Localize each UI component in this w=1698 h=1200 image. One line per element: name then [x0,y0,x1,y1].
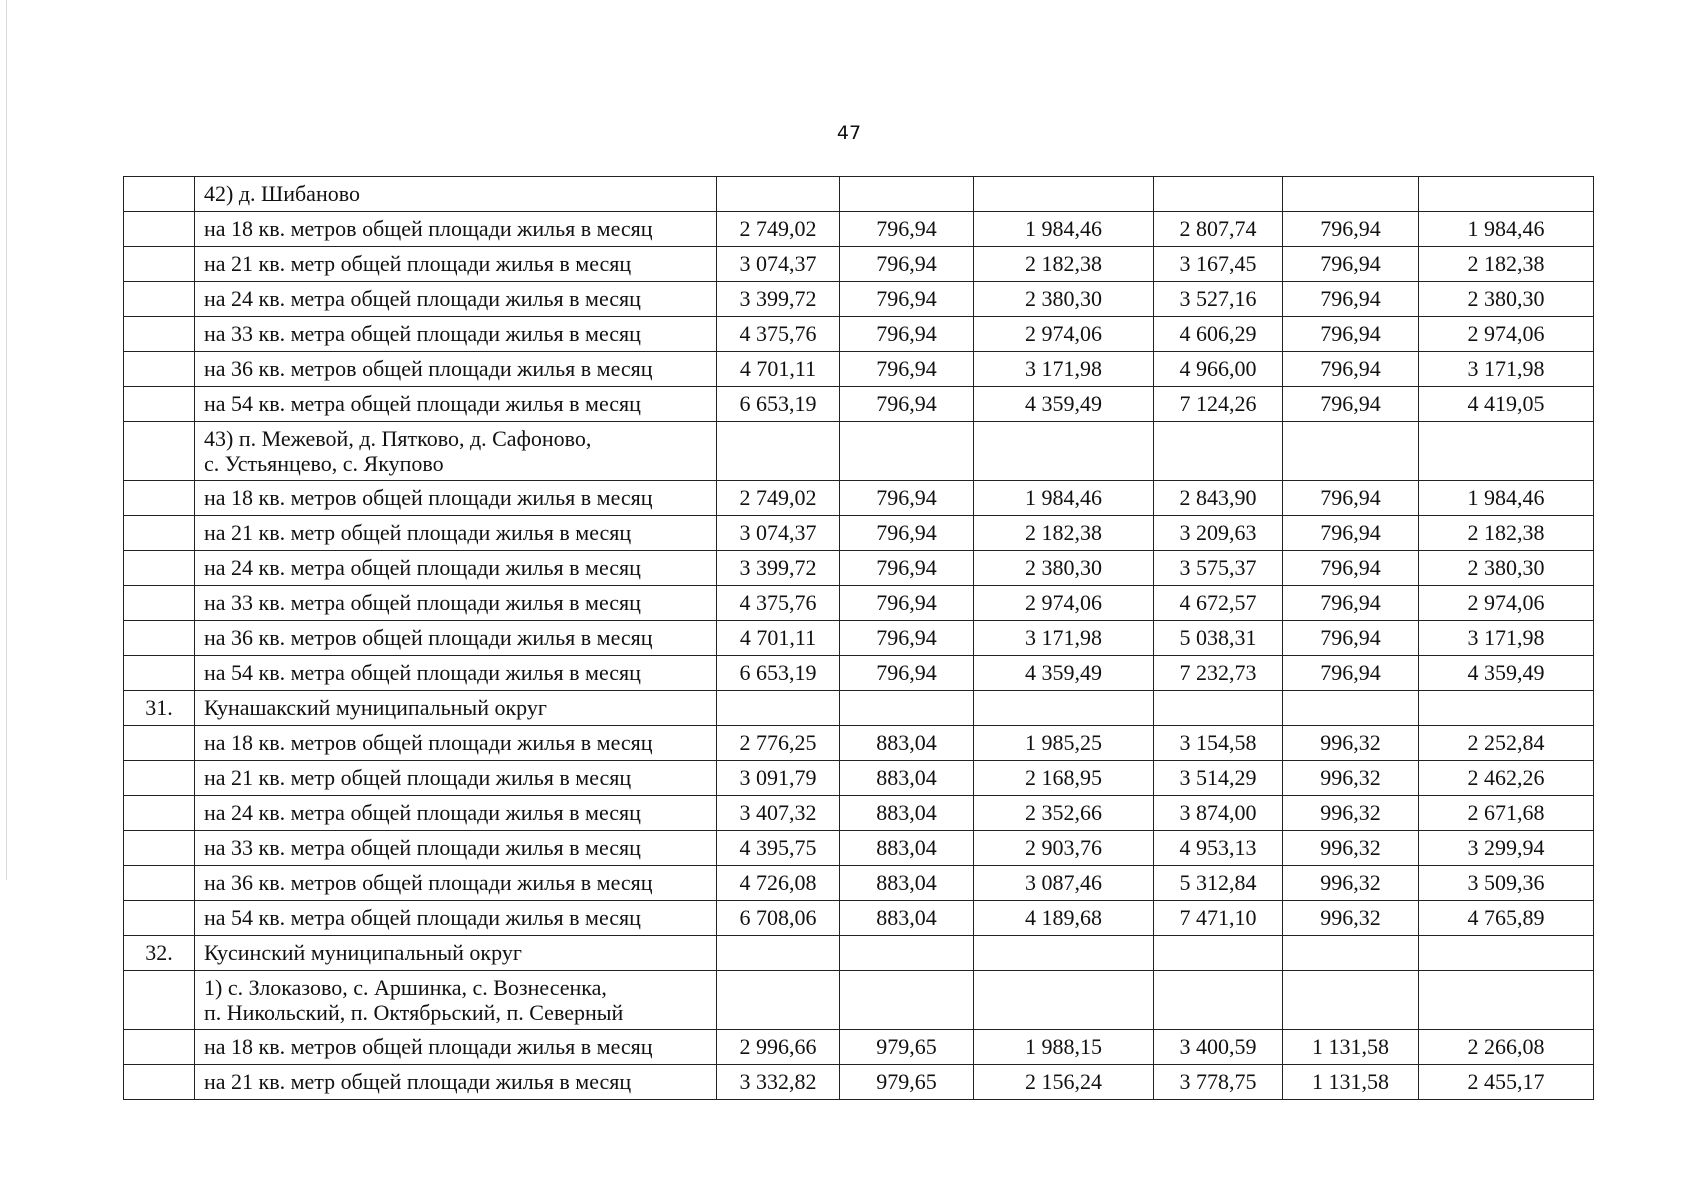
value-cell-col-4: 3 154,58 [1154,726,1283,761]
value-cell-col-4 [1154,936,1283,971]
row-number-cell: 32. [124,936,195,971]
value-cell-col-3: 3 171,98 [974,352,1154,387]
value-cell-col-2: 883,04 [840,866,974,901]
value-cell-col-5: 996,32 [1283,866,1419,901]
value-cell-col-4: 4 966,00 [1154,352,1283,387]
value-cell-col-3: 1 984,46 [974,212,1154,247]
value-cell-col-4: 7 232,73 [1154,656,1283,691]
row-number-cell [124,282,195,317]
value-cell-col-2: 796,94 [840,212,974,247]
value-cell-col-6 [1419,422,1594,481]
value-cell-col-4: 3 514,29 [1154,761,1283,796]
value-cell-col-3: 4 189,68 [974,901,1154,936]
row-number-cell [124,481,195,516]
value-cell-col-1: 2 749,02 [717,212,840,247]
value-cell-col-5: 796,94 [1283,516,1419,551]
value-cell-col-2 [840,936,974,971]
table-body [124,177,1594,1100]
value-cell-col-5: 796,94 [1283,551,1419,586]
value-cell-col-4: 4 953,13 [1154,831,1283,866]
value-cell-col-5 [1283,177,1419,212]
row-name-cell: на 21 кв. метр общей площади жилья в месяц [195,247,717,282]
value-cell-col-6 [1419,691,1594,726]
value-cell-col-1 [717,177,840,212]
value-cell-col-6: 2 462,26 [1419,761,1594,796]
value-cell-col-2: 796,94 [840,387,974,422]
value-cell-col-4: 3 778,75 [1154,1065,1283,1100]
value-cell-col-2: 796,94 [840,621,974,656]
table-row-subheading [124,177,1594,212]
value-cell-col-6: 3 509,36 [1419,866,1594,901]
value-cell-col-2 [840,971,974,1030]
row-number-cell [124,831,195,866]
value-cell-col-6: 2 182,38 [1419,247,1594,282]
value-cell-col-1: 6 708,06 [717,901,840,936]
table-row [124,726,1594,761]
row-number-cell [124,726,195,761]
value-cell-col-4: 2 807,74 [1154,212,1283,247]
value-cell-col-3: 2 182,38 [974,247,1154,282]
value-cell-col-2: 979,65 [840,1065,974,1100]
value-cell-col-2: 796,94 [840,247,974,282]
row-number-cell [124,551,195,586]
value-cell-col-6: 4 765,89 [1419,901,1594,936]
value-cell-col-1: 2 749,02 [717,481,840,516]
value-cell-col-1: 3 399,72 [717,551,840,586]
value-cell-col-4 [1154,971,1283,1030]
value-cell-col-5 [1283,422,1419,481]
page-number: 47 [836,122,862,144]
value-cell-col-3: 2 903,76 [974,831,1154,866]
value-cell-col-6: 3 171,98 [1419,621,1594,656]
table-row [124,761,1594,796]
value-cell-col-6: 2 380,30 [1419,551,1594,586]
value-cell-col-1: 2 996,66 [717,1030,840,1065]
value-cell-col-1: 3 074,37 [717,516,840,551]
table-row [124,317,1594,352]
value-cell-col-2: 796,94 [840,516,974,551]
value-cell-col-5: 796,94 [1283,586,1419,621]
value-cell-col-1: 6 653,19 [717,656,840,691]
row-name-cell: на 33 кв. метра общей площади жилья в месяц [195,586,717,621]
value-cell-col-3 [974,177,1154,212]
value-cell-col-6: 2 455,17 [1419,1065,1594,1100]
value-cell-col-6: 2 380,30 [1419,282,1594,317]
value-cell-col-2: 883,04 [840,831,974,866]
value-cell-col-2: 796,94 [840,551,974,586]
value-cell-col-4: 3 874,00 [1154,796,1283,831]
row-name-cell: Кусинский муниципальный округ [195,936,717,971]
table-row-subheading [124,971,1594,1030]
row-name-cell: 1) с. Злоказово, с. Аршинка, с. Вознесенка, п. Никольский, п. Октябрьский, п. Северный [195,971,717,1030]
value-cell-col-5: 1 131,58 [1283,1030,1419,1065]
row-name-cell: на 18 кв. метров общей площади жилья в месяц [195,726,717,761]
row-name-cell: на 21 кв. метр общей площади жилья в месяц [195,761,717,796]
row-number-cell [124,387,195,422]
value-cell-col-6: 1 984,46 [1419,481,1594,516]
value-cell-col-2 [840,691,974,726]
value-cell-col-2: 796,94 [840,586,974,621]
value-cell-col-3: 2 380,30 [974,282,1154,317]
table-row [124,866,1594,901]
value-cell-col-3: 2 380,30 [974,551,1154,586]
row-number-cell [124,317,195,352]
row-name-cell: 42) д. Шибаново [195,177,717,212]
value-cell-col-3: 1 985,25 [974,726,1154,761]
value-cell-col-3: 2 182,38 [974,516,1154,551]
value-cell-col-1: 4 395,75 [717,831,840,866]
value-cell-col-4: 4 606,29 [1154,317,1283,352]
row-name-cell: на 24 кв. метра общей площади жилья в месяц [195,796,717,831]
value-cell-col-3: 2 156,24 [974,1065,1154,1100]
value-cell-col-5: 996,32 [1283,761,1419,796]
value-cell-col-6: 2 252,84 [1419,726,1594,761]
value-cell-col-4 [1154,691,1283,726]
value-cell-col-3 [974,971,1154,1030]
row-name-cell: на 36 кв. метров общей площади жилья в месяц [195,866,717,901]
value-cell-col-5: 1 131,58 [1283,1065,1419,1100]
value-cell-col-4: 3 209,63 [1154,516,1283,551]
value-cell-col-4: 5 038,31 [1154,621,1283,656]
value-cell-col-1: 3 399,72 [717,282,840,317]
table-row-section [124,936,1594,971]
value-cell-col-3: 2 974,06 [974,586,1154,621]
value-cell-col-4: 7 124,26 [1154,387,1283,422]
row-name-cell: на 54 кв. метра общей площади жилья в месяц [195,387,717,422]
value-cell-col-1: 3 407,32 [717,796,840,831]
row-number-cell: 31. [124,691,195,726]
row-number-cell [124,901,195,936]
value-cell-col-6 [1419,971,1594,1030]
value-cell-col-4 [1154,422,1283,481]
value-cell-col-5: 796,94 [1283,621,1419,656]
value-cell-col-6: 2 266,08 [1419,1030,1594,1065]
row-name-cell: на 24 кв. метра общей площади жилья в месяц [195,551,717,586]
value-cell-col-2: 883,04 [840,796,974,831]
table-row-subheading [124,422,1594,481]
value-cell-col-5: 996,32 [1283,901,1419,936]
row-name-cell: на 54 кв. метра общей площади жилья в месяц [195,901,717,936]
value-cell-col-5: 796,94 [1283,317,1419,352]
table-row [124,656,1594,691]
row-name-cell: на 54 кв. метра общей площади жилья в месяц [195,656,717,691]
row-name-cell: на 18 кв. метров общей площади жилья в месяц [195,481,717,516]
value-cell-col-1 [717,422,840,481]
value-cell-col-5 [1283,936,1419,971]
table-row [124,586,1594,621]
value-cell-col-1: 6 653,19 [717,387,840,422]
value-cell-col-3 [974,422,1154,481]
row-number-cell [124,1065,195,1100]
table-row [124,516,1594,551]
row-number-cell [124,761,195,796]
table-row [124,212,1594,247]
row-number-cell [124,796,195,831]
table-row [124,551,1594,586]
value-cell-col-6: 2 182,38 [1419,516,1594,551]
value-cell-col-3: 1 984,46 [974,481,1154,516]
row-name-cell: на 24 кв. метра общей площади жилья в месяц [195,282,717,317]
row-name-cell: на 18 кв. метров общей площади жилья в месяц [195,212,717,247]
value-cell-col-5 [1283,971,1419,1030]
value-cell-col-3: 2 168,95 [974,761,1154,796]
value-cell-col-2: 979,65 [840,1030,974,1065]
row-name-cell: на 33 кв. метра общей площади жилья в месяц [195,831,717,866]
value-cell-col-6 [1419,177,1594,212]
value-cell-col-5: 996,32 [1283,796,1419,831]
value-cell-col-5: 996,32 [1283,831,1419,866]
table-row [124,1065,1594,1100]
value-cell-col-2: 796,94 [840,317,974,352]
value-cell-col-1: 4 701,11 [717,621,840,656]
row-number-cell [124,971,195,1030]
value-cell-col-2: 796,94 [840,282,974,317]
value-cell-col-6: 3 171,98 [1419,352,1594,387]
row-name-cell: Кунашакский муниципальный округ [195,691,717,726]
row-number-cell [124,621,195,656]
value-cell-col-5: 796,94 [1283,352,1419,387]
value-cell-col-3 [974,936,1154,971]
value-cell-col-1: 4 701,11 [717,352,840,387]
value-cell-col-2: 883,04 [840,726,974,761]
value-cell-col-1: 4 375,76 [717,317,840,352]
value-cell-col-6: 4 359,49 [1419,656,1594,691]
row-number-cell [124,212,195,247]
row-number-cell [124,866,195,901]
value-cell-col-4: 7 471,10 [1154,901,1283,936]
value-cell-col-5: 796,94 [1283,247,1419,282]
value-cell-col-5: 796,94 [1283,212,1419,247]
value-cell-col-2: 883,04 [840,761,974,796]
value-cell-col-4: 3 400,59 [1154,1030,1283,1065]
value-cell-col-1 [717,691,840,726]
table-row [124,1030,1594,1065]
value-cell-col-1: 3 332,82 [717,1065,840,1100]
value-cell-col-4: 3 575,37 [1154,551,1283,586]
value-cell-col-4: 2 843,90 [1154,481,1283,516]
value-cell-col-1: 2 776,25 [717,726,840,761]
row-name-cell: на 21 кв. метр общей площади жилья в месяц [195,516,717,551]
value-cell-col-2: 796,94 [840,481,974,516]
value-cell-col-5: 796,94 [1283,481,1419,516]
value-cell-col-4: 3 527,16 [1154,282,1283,317]
value-cell-col-3: 1 988,15 [974,1030,1154,1065]
tariff-table [123,176,1594,1100]
row-name-cell: на 36 кв. метров общей площади жилья в месяц [195,621,717,656]
value-cell-col-3: 4 359,49 [974,387,1154,422]
value-cell-col-3: 2 974,06 [974,317,1154,352]
value-cell-col-3: 4 359,49 [974,656,1154,691]
table-row [124,796,1594,831]
value-cell-col-6: 1 984,46 [1419,212,1594,247]
value-cell-col-2: 796,94 [840,656,974,691]
value-cell-col-4: 5 312,84 [1154,866,1283,901]
value-cell-col-6: 2 671,68 [1419,796,1594,831]
value-cell-col-5: 796,94 [1283,656,1419,691]
value-cell-col-6: 4 419,05 [1419,387,1594,422]
table-row [124,481,1594,516]
value-cell-col-1 [717,936,840,971]
value-cell-col-6: 2 974,06 [1419,586,1594,621]
row-number-cell [124,1030,195,1065]
row-number-cell [124,177,195,212]
value-cell-col-6: 3 299,94 [1419,831,1594,866]
table-row [124,387,1594,422]
value-cell-col-5 [1283,691,1419,726]
table-row [124,831,1594,866]
value-cell-col-3: 3 171,98 [974,621,1154,656]
row-name-cell: на 33 кв. метра общей площади жилья в месяц [195,317,717,352]
value-cell-col-5: 796,94 [1283,387,1419,422]
value-cell-col-1: 3 091,79 [717,761,840,796]
value-cell-col-1: 4 726,08 [717,866,840,901]
row-name-cell: 43) п. Межевой, д. Пятково, д. Сафоново, с. Устьянцево, с. Якупово [195,422,717,481]
row-name-cell: на 18 кв. метров общей площади жилья в месяц [195,1030,717,1065]
row-number-cell [124,656,195,691]
value-cell-col-1 [717,971,840,1030]
value-cell-col-2: 796,94 [840,352,974,387]
value-cell-col-3: 3 087,46 [974,866,1154,901]
value-cell-col-5: 996,32 [1283,726,1419,761]
row-name-cell: на 21 кв. метр общей площади жилья в месяц [195,1065,717,1100]
row-number-cell [124,422,195,481]
table-row [124,247,1594,282]
row-number-cell [124,247,195,282]
table-row [124,352,1594,387]
row-number-cell [124,516,195,551]
row-number-cell [124,586,195,621]
row-name-cell: на 36 кв. метров общей площади жилья в месяц [195,352,717,387]
value-cell-col-1: 3 074,37 [717,247,840,282]
value-cell-col-6 [1419,936,1594,971]
value-cell-col-1: 4 375,76 [717,586,840,621]
table-row [124,282,1594,317]
row-number-cell [124,352,195,387]
value-cell-col-3 [974,691,1154,726]
value-cell-col-4: 4 672,57 [1154,586,1283,621]
value-cell-col-2: 883,04 [840,901,974,936]
table-row [124,621,1594,656]
value-cell-col-2 [840,177,974,212]
value-cell-col-4 [1154,177,1283,212]
table-row [124,901,1594,936]
value-cell-col-3: 2 352,66 [974,796,1154,831]
value-cell-col-4: 3 167,45 [1154,247,1283,282]
value-cell-col-6: 2 974,06 [1419,317,1594,352]
value-cell-col-2 [840,422,974,481]
value-cell-col-5: 796,94 [1283,282,1419,317]
table-row-section [124,691,1594,726]
